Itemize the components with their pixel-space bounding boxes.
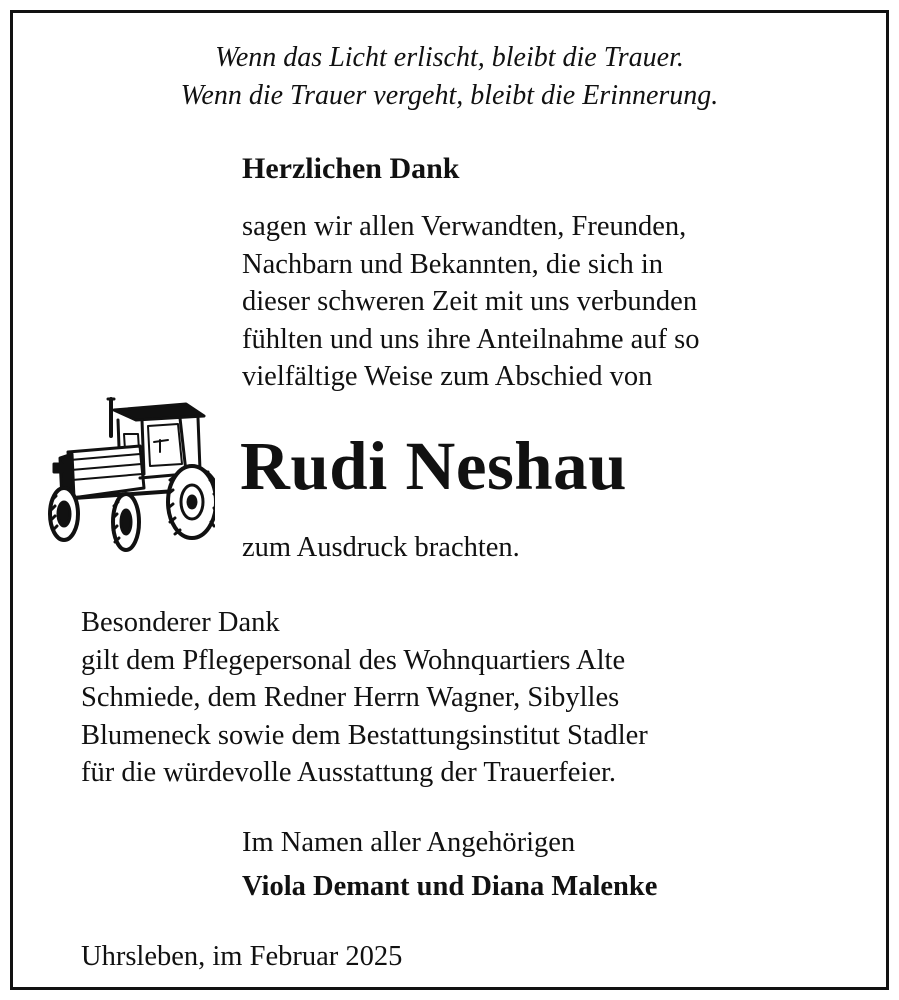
signature-names: Viola Demant und Diana Malenke [242, 871, 658, 902]
special-thanks-line: Blumeneck sowie dem Bestattungsinstitut Stadler [81, 719, 648, 751]
special-thanks-line: gilt dem Pflegepersonal des Wohnquartiers Alte [81, 644, 626, 676]
intro-line: dieser schweren Zeit mit uns verbunden [242, 286, 698, 317]
intro-line: vielfältige Weise zum Abschied von [242, 361, 653, 392]
special-thanks-line: für die würdevolle Ausstattung der Trauerfeier. [81, 757, 617, 788]
motto-line: Wenn die Trauer vergeht, bleibt die Erinnerung. [180, 80, 719, 111]
signature-intro: Im Namen aller Angehörigen [242, 827, 576, 858]
deceased-name: Rudi Neshau [240, 428, 628, 504]
motto-line: Wenn das Licht erlischt, bleibt die Trauer. [215, 42, 684, 73]
special-thanks-line: Besonderer Dank [81, 607, 280, 638]
intro-text [242, 208, 700, 396]
special-thanks-line: Schmiede, dem Redner Herrn Wagner, Sibylles [81, 682, 620, 713]
thanks-heading: Herzlichen Dank [242, 152, 460, 185]
intro-line: Nachbarn und Bekannten, die sich in [242, 248, 664, 280]
place-date: Uhrsleben, im Februar 2025 [81, 941, 403, 972]
special-thanks [81, 604, 648, 792]
tractor-icon [40, 394, 215, 554]
notice-frame [10, 10, 889, 990]
outro-text: zum Ausdruck brachten. [242, 532, 520, 563]
intro-line: sagen wir allen Verwandten, Freunden, [242, 211, 687, 242]
intro-line: fühlten und uns ihre Anteilnahme auf so [242, 323, 700, 355]
motto [13, 39, 886, 115]
